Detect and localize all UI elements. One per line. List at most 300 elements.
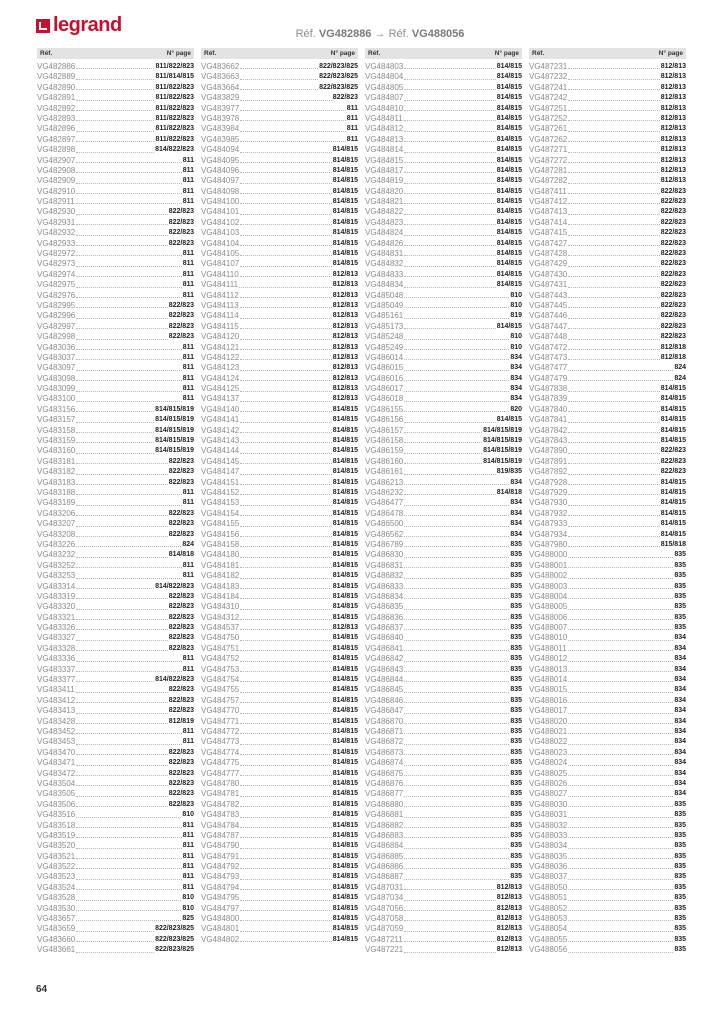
page-reference: 814/815 — [332, 831, 358, 839]
reference-code: VG483182 — [37, 467, 76, 477]
page-reference: 835 — [510, 821, 522, 829]
reference-code: VG488017 — [529, 706, 568, 716]
page-reference: 814/815 — [332, 655, 358, 663]
reference-row — [365, 748, 522, 758]
dot-leader — [76, 505, 181, 506]
reference-row — [529, 249, 686, 259]
range-prefix: Réf. — [295, 28, 316, 40]
reference-row — [201, 135, 358, 145]
page-reference: 835 — [510, 696, 522, 704]
page-reference: 835 — [674, 904, 686, 912]
reference-code: VG484770 — [201, 706, 240, 716]
reference-row — [529, 374, 686, 384]
reference-row — [529, 789, 686, 799]
dot-leader — [404, 266, 495, 267]
page-reference: 811 — [182, 842, 194, 850]
reference-code: VG486562 — [365, 529, 404, 539]
dot-leader — [568, 318, 659, 319]
reference-row — [529, 914, 686, 924]
reference-row — [201, 852, 358, 862]
page-reference: 835 — [674, 842, 686, 850]
page-reference: 812/813 — [332, 312, 358, 320]
dot-leader — [240, 713, 331, 714]
dot-leader — [240, 785, 331, 786]
dot-leader — [568, 276, 659, 277]
reference-code: VG482890 — [37, 82, 76, 92]
page-reference: 835 — [674, 561, 686, 569]
reference-row — [201, 665, 358, 675]
dot-leader — [240, 152, 331, 153]
reference-code: VG488031 — [529, 810, 568, 820]
reference-code: VG484124 — [201, 373, 240, 383]
reference-code: VG484156 — [201, 529, 240, 539]
dot-leader — [240, 193, 331, 194]
page-reference: 835 — [510, 842, 522, 850]
reference-code: VG484833 — [365, 269, 404, 279]
page-reference: 834 — [674, 696, 686, 704]
reference-row — [37, 405, 194, 415]
dot-leader — [76, 100, 154, 101]
reference-row — [37, 758, 194, 768]
dot-leader — [76, 245, 167, 246]
page-reference: 811 — [346, 114, 358, 122]
reference-code: VG487929 — [529, 488, 568, 497]
dot-leader — [76, 941, 154, 942]
reference-code: VG484815 — [365, 155, 404, 165]
page-reference: 835 — [674, 551, 686, 559]
reference-code: VG484101 — [201, 207, 240, 217]
reference-code: VG488032 — [529, 820, 568, 830]
reference-code: VG485049 — [365, 300, 404, 310]
dot-leader — [568, 536, 659, 537]
reference-row — [365, 62, 522, 72]
page-reference: 812/813 — [660, 146, 686, 154]
page-reference: 822/823 — [168, 457, 194, 465]
dot-leader — [240, 837, 331, 838]
reference-row — [529, 187, 686, 197]
reference-row — [365, 893, 522, 903]
reference-code: VG488037 — [529, 872, 568, 882]
reference-row — [201, 187, 358, 197]
dot-leader — [568, 380, 673, 381]
dot-leader — [240, 453, 331, 454]
reference-row — [201, 582, 358, 592]
dot-leader — [404, 785, 509, 786]
reference-code: VG483159 — [37, 436, 76, 446]
reference-code: VG488007 — [529, 623, 568, 633]
page-reference: 835 — [674, 915, 686, 923]
page-reference: 814/815 — [496, 73, 522, 81]
range-to: VG488056 — [411, 28, 465, 40]
reference-code: VG486874 — [365, 758, 404, 768]
reference-code: VG488015 — [529, 685, 568, 695]
page-reference: 822/823 — [660, 260, 686, 268]
page-reference: 814/815 — [496, 135, 522, 143]
page-reference: 811 — [182, 395, 194, 403]
reference-code: VG487448 — [529, 332, 568, 342]
dot-leader — [568, 567, 673, 568]
reference-row — [37, 498, 194, 508]
reference-code: VG482908 — [37, 165, 76, 175]
reference-code: VG486842 — [365, 654, 404, 664]
reference-row — [529, 893, 686, 903]
reference-row — [201, 228, 358, 238]
dot-leader — [404, 827, 509, 828]
page-reference: 822/823 — [168, 748, 194, 756]
reference-code: VG488001 — [529, 560, 568, 570]
dot-leader — [240, 546, 331, 547]
reference-row — [201, 654, 358, 664]
page-reference: 814/822/823 — [155, 676, 194, 684]
page-reference: 834 — [674, 676, 686, 684]
reference-row — [201, 405, 358, 415]
page-reference: 835 — [674, 800, 686, 808]
page-reference: 822/823 — [168, 478, 194, 486]
page-reference: 812/813 — [332, 624, 358, 632]
dot-leader — [404, 931, 495, 932]
page-reference: 824 — [674, 374, 686, 382]
page-reference: 814/815 — [332, 447, 358, 455]
reference-code: VG483036 — [37, 342, 76, 352]
reference-code: VG487252 — [529, 113, 568, 123]
reference-code: VG486477 — [365, 498, 404, 508]
reference-code: VG487412 — [529, 197, 568, 207]
reference-row — [201, 561, 358, 571]
reference-row — [529, 280, 686, 290]
dot-leader — [568, 619, 673, 620]
reference-row — [529, 270, 686, 280]
page-reference: 811 — [182, 187, 194, 195]
reference-code: VG484537 — [201, 623, 240, 633]
dot-leader — [568, 546, 659, 547]
reference-row — [365, 561, 522, 571]
reference-row — [365, 270, 522, 280]
reference-row — [201, 488, 358, 498]
reference-row — [201, 311, 358, 321]
reference-code: VG487262 — [529, 134, 568, 144]
page-reference: 835 — [510, 603, 522, 611]
reference-row — [37, 571, 194, 581]
reference-row — [365, 457, 522, 467]
page-reference: 812/813 — [660, 166, 686, 174]
page-reference: 835 — [674, 592, 686, 600]
page-reference: 835 — [510, 676, 522, 684]
dot-leader — [76, 255, 181, 256]
page-reference: 814/815 — [496, 218, 522, 226]
reference-row — [201, 114, 358, 124]
reference-code: VG488021 — [529, 726, 568, 736]
page-reference: 814/815 — [332, 904, 358, 912]
reference-row — [37, 332, 194, 342]
reference-code: VG486500 — [365, 519, 404, 529]
reference-row — [365, 779, 522, 789]
page-reference: 811 — [182, 821, 194, 829]
reference-code: VG486015 — [365, 363, 404, 373]
page-reference: 834 — [674, 727, 686, 735]
dot-leader — [76, 567, 181, 568]
dot-leader — [76, 713, 167, 714]
reference-row — [201, 633, 358, 643]
reference-code: VG484795 — [201, 893, 240, 903]
reference-row — [365, 737, 522, 747]
dot-leader — [404, 463, 482, 464]
page-reference: 812/813 — [660, 73, 686, 81]
dot-leader — [568, 214, 659, 215]
dot-leader — [76, 297, 181, 298]
reference-row — [201, 395, 358, 405]
column-header — [529, 48, 686, 59]
dot-leader — [240, 671, 331, 672]
reference-code: VG487431 — [529, 280, 568, 290]
dot-leader — [404, 713, 509, 714]
dot-leader — [240, 702, 331, 703]
dot-leader — [568, 827, 673, 828]
reference-row — [529, 291, 686, 301]
page-reference: 835 — [510, 863, 522, 871]
dot-leader — [76, 640, 167, 641]
page-reference: 822/823 — [660, 291, 686, 299]
page-reference: 811 — [182, 561, 194, 569]
page-reference: 822/823 — [168, 790, 194, 798]
page-reference: 835 — [510, 540, 522, 548]
reference-code: VG487891 — [529, 456, 568, 466]
dot-leader — [568, 609, 673, 610]
dot-leader — [76, 900, 181, 901]
reference-code: VG482886 — [37, 61, 76, 71]
reference-code: VG486882 — [365, 820, 404, 830]
reference-code: VG488035 — [529, 851, 568, 861]
reference-row — [529, 467, 686, 477]
reference-row — [201, 571, 358, 581]
page-reference: 814/815 — [660, 405, 686, 413]
dot-leader — [76, 422, 154, 423]
reference-code: VG485248 — [365, 332, 404, 342]
reference-row — [365, 498, 522, 508]
dot-leader — [76, 827, 181, 828]
reference-row — [529, 228, 686, 238]
reference-code: VG483189 — [37, 498, 76, 508]
page-reference: 814/815 — [332, 250, 358, 258]
page-reference: 822/823 — [168, 322, 194, 330]
reference-code: VG486016 — [365, 373, 404, 383]
dot-leader — [240, 536, 331, 537]
dot-leader — [76, 546, 181, 547]
reference-row — [365, 332, 522, 342]
page-reference: 810 — [510, 343, 522, 351]
dot-leader — [240, 931, 331, 932]
reference-row — [201, 426, 358, 436]
page-reference: 812/813 — [660, 177, 686, 185]
page-reference: 810 — [182, 904, 194, 912]
reference-row — [529, 935, 686, 945]
dot-leader — [240, 484, 331, 485]
reference-row — [529, 415, 686, 425]
dot-leader — [76, 110, 154, 111]
page-reference: 822/823 — [660, 333, 686, 341]
page-reference: 811 — [182, 665, 194, 673]
reference-row — [37, 654, 194, 664]
reference-row — [201, 519, 358, 529]
page-reference: 822/823 — [168, 769, 194, 777]
page-reference: 811/822/823 — [155, 62, 194, 70]
page-reference: 834 — [674, 707, 686, 715]
reference-code: VG486873 — [365, 747, 404, 757]
page-reference: 822/823 — [660, 447, 686, 455]
page-reference: 822/823 — [660, 229, 686, 237]
reference-row — [365, 135, 522, 145]
reference-code: VG482893 — [37, 113, 76, 123]
reference-row — [201, 446, 358, 456]
page-reference: 811 — [182, 499, 194, 507]
reference-code: VG484112 — [201, 290, 239, 300]
dot-leader — [568, 952, 673, 953]
dot-leader — [568, 162, 659, 163]
dot-leader — [240, 224, 331, 225]
reference-row — [365, 800, 522, 810]
reference-code: VG486877 — [365, 789, 404, 799]
reference-row — [201, 592, 358, 602]
reference-row — [37, 62, 194, 72]
page-reference: 812/813 — [332, 291, 358, 299]
page-reference: 812/813 — [496, 946, 522, 954]
page-reference: 835 — [674, 852, 686, 860]
reference-code: VG484804 — [365, 72, 404, 82]
dot-leader — [76, 785, 167, 786]
reference-code: VG487427 — [529, 238, 568, 248]
page-reference: 811 — [182, 489, 194, 496]
dot-leader — [240, 598, 331, 599]
reference-row — [201, 893, 358, 903]
reference-code: VG484184 — [201, 591, 240, 601]
page-reference: 812/813 — [332, 270, 358, 278]
page-reference: 835 — [510, 790, 522, 798]
dot-leader — [404, 920, 495, 921]
dot-leader — [568, 650, 674, 651]
dot-leader — [240, 235, 331, 236]
reference-row — [529, 519, 686, 529]
reference-code: VG484137 — [201, 394, 240, 404]
dot-leader — [240, 889, 331, 890]
reference-row — [37, 145, 194, 155]
reference-row — [365, 176, 522, 186]
dot-leader — [240, 245, 331, 246]
reference-row — [365, 446, 522, 456]
page-reference: 814/815 — [332, 489, 358, 496]
page-reference: 824 — [182, 540, 194, 548]
reference-code: VG484105 — [201, 249, 240, 259]
dot-leader — [240, 276, 332, 277]
reference-code: VG484772 — [201, 726, 240, 736]
dot-leader — [76, 754, 167, 755]
dot-leader — [76, 629, 167, 630]
reference-row — [201, 498, 358, 508]
reference-code: VG483377 — [37, 675, 76, 685]
reference-row — [365, 602, 522, 612]
page-reference: 814/815 — [332, 260, 358, 268]
reference-code: VG484794 — [201, 882, 240, 892]
page-reference: 822/823 — [168, 208, 194, 216]
page-reference: 822/823/825 — [155, 935, 194, 943]
reference-row — [365, 374, 522, 384]
reference-code: VG484754 — [201, 675, 240, 685]
dot-leader — [404, 619, 509, 620]
reference-code: VG486872 — [365, 737, 404, 747]
reference-row — [201, 343, 358, 353]
reference-code: VG487928 — [529, 477, 568, 487]
dot-leader — [568, 931, 673, 932]
dot-leader — [568, 765, 673, 766]
reference-code: VG483037 — [37, 352, 76, 362]
reference-code: VG483100 — [37, 394, 76, 404]
dot-leader — [568, 131, 659, 132]
reference-row — [529, 509, 686, 519]
reference-code: VG483978 — [201, 113, 240, 123]
dot-leader — [568, 837, 673, 838]
page-reference: 814/815 — [332, 530, 358, 538]
dot-leader — [568, 411, 659, 412]
dot-leader — [568, 671, 673, 672]
reference-row — [529, 852, 686, 862]
dot-leader — [404, 442, 482, 443]
reference-row — [201, 197, 358, 207]
page-reference: 814/815 — [332, 665, 358, 673]
header-ref: Réf. — [532, 50, 545, 57]
dot-leader — [240, 214, 331, 215]
dot-leader — [76, 89, 154, 90]
reference-code: VG486876 — [365, 778, 404, 788]
dot-leader — [568, 588, 673, 589]
page-reference: 812/818 — [660, 353, 686, 361]
reference-row — [201, 145, 358, 155]
reference-code: VG483470 — [37, 747, 76, 757]
reference-code: VG488011 — [529, 643, 567, 653]
page-reference: 814/815 — [660, 426, 686, 434]
reference-code: VG488023 — [529, 747, 568, 757]
page-reference: 811/822/823 — [155, 104, 194, 112]
page-reference: 814/815 — [332, 634, 358, 642]
reference-code: VG483660 — [37, 934, 76, 944]
reference-code: VG483160 — [37, 446, 76, 456]
reference-row — [37, 717, 194, 727]
dot-leader — [240, 172, 331, 173]
reference-row — [365, 207, 522, 217]
reference-code: VG486832 — [365, 571, 404, 581]
reference-row — [37, 748, 194, 758]
dot-leader — [240, 79, 318, 80]
dot-leader — [76, 266, 181, 267]
dot-leader — [240, 422, 331, 423]
reference-code: VG482889 — [37, 72, 76, 82]
reference-row — [201, 249, 358, 259]
page-reference: 814/815 — [332, 873, 358, 881]
reference-code: VG487843 — [529, 436, 568, 446]
dot-leader — [568, 598, 673, 599]
reference-row — [529, 883, 686, 893]
dot-leader — [404, 806, 509, 807]
reference-code: VG483327 — [37, 633, 76, 643]
reference-code: VG486884 — [365, 841, 404, 851]
page-reference: 814/815 — [332, 759, 358, 767]
reference-code: VG485048 — [365, 290, 404, 300]
reference-code: VG483471 — [37, 758, 76, 768]
dot-leader — [568, 692, 673, 693]
reference-code: VG484103 — [201, 228, 240, 238]
reference-row — [529, 550, 686, 560]
reference-code: VG487031 — [365, 882, 404, 892]
reference-code: VG483977 — [201, 103, 240, 113]
reference-row — [37, 353, 194, 363]
dot-leader — [76, 463, 167, 464]
